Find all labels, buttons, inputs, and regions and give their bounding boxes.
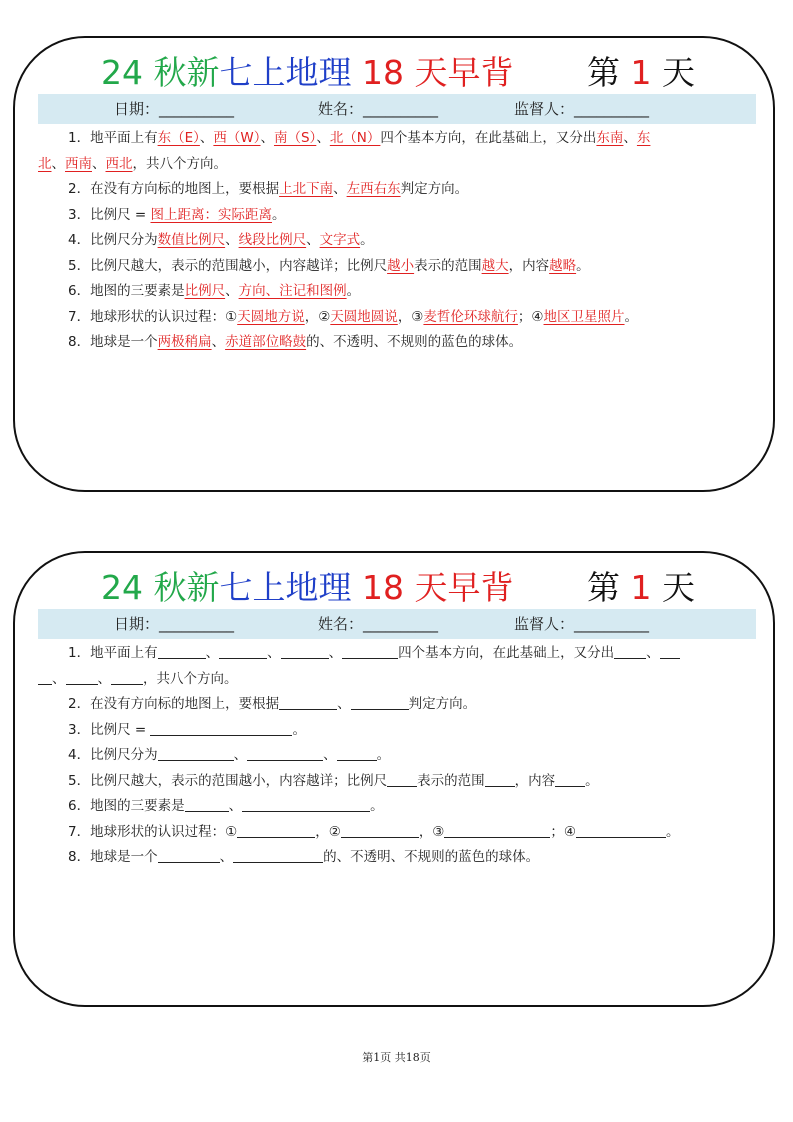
day-counter: 第 1 天	[587, 568, 695, 607]
info-bar	[38, 94, 756, 124]
blank[interactable]	[485, 771, 515, 787]
blank[interactable]	[279, 694, 337, 710]
supervisor-label: 监督人：__________	[514, 100, 650, 118]
blank[interactable]	[660, 643, 680, 659]
question-2: 2．在没有方向标的地图上，要根据上北下南、左西右东判定方向。	[68, 181, 469, 197]
name-label: 姓名：__________	[318, 100, 439, 118]
question-3: 3．比例尺 = 。	[68, 721, 306, 738]
question-8: 8．地球是一个两极稍扁、赤道部位略鼓的、不透明、不规则的蓝色的球体。	[68, 334, 523, 350]
question-8: 8．地球是一个 、 的、不透明、不规则的蓝色的球体。	[68, 849, 540, 865]
question-7: 7．地球形状的认识过程：① ，② ，③ ；④ 。	[68, 823, 680, 840]
blank[interactable]	[281, 643, 329, 659]
blank[interactable]	[185, 796, 229, 812]
blank[interactable]	[150, 720, 292, 736]
blank[interactable]	[66, 669, 98, 685]
info-bar	[38, 609, 756, 639]
question-2: 2．在没有方向标的地图上，要根据 、 判定方向。	[68, 696, 477, 712]
supervisor-label: 监督人：__________	[514, 615, 650, 633]
page-footer: 第1页 共18页	[362, 1051, 431, 1064]
blank[interactable]	[576, 822, 666, 838]
blank[interactable]	[111, 669, 143, 685]
blank[interactable]	[233, 847, 323, 863]
blank[interactable]	[158, 847, 220, 863]
question-1: 1．地平面上有东（E）、西（W）、南（S）、北（N）四个基本方向，在此基础上，又分出东南、东	[68, 130, 651, 146]
blank[interactable]	[158, 643, 206, 659]
blank[interactable]	[444, 822, 550, 838]
blank[interactable]	[158, 745, 234, 761]
date-label: 日期：__________	[114, 100, 235, 118]
question-1: 1．地平面上有 、 、 、 四个基本方向，在此基础上，又分出 、	[38, 641, 763, 667]
blank[interactable]	[219, 643, 267, 659]
name-label: 姓名：__________	[318, 615, 439, 633]
answer-card	[13, 36, 775, 492]
date-label: 日期：__________	[114, 615, 235, 633]
question-3: 3．比例尺 = 图上距离：实际距离。	[68, 206, 286, 223]
question-4: 4．比例尺分为 、 、 。	[68, 747, 391, 763]
day-counter: 第 1 天	[587, 53, 695, 92]
question-list	[38, 641, 763, 871]
blank[interactable]	[341, 822, 419, 838]
question-7: 7．地球形状的认识过程：①天圆地方说，②天圆地圆说，③麦哲伦环球航行；④地区卫星照片。	[68, 308, 639, 325]
blank[interactable]	[614, 643, 646, 659]
question-4: 4．比例尺分为数值比例尺、线段比例尺、文字式。	[68, 232, 374, 248]
question-1-cont: 北、西南、西北，共八个方向。	[38, 155, 227, 172]
question-list	[38, 126, 763, 356]
blank[interactable]	[351, 694, 409, 710]
question-5: 5．比例尺越大，表示的范围越小，内容越详；比例尺越小表示的范围越大，内容越略。	[68, 257, 590, 274]
title-main: 24 秋新七上地理 18 天早背	[101, 53, 514, 92]
title-main: 24 秋新七上地理 18 天早背	[101, 568, 514, 607]
blank[interactable]	[342, 643, 398, 659]
card-title	[15, 563, 773, 613]
card-title	[15, 48, 773, 98]
question-1-cont: 、 、 ，共八个方向。	[38, 667, 763, 693]
question-6: 6．地图的三要素是 、 。	[68, 798, 384, 814]
question-5: 5．比例尺越大，表示的范围越小，内容越详；比例尺 表示的范围 ，内容 。	[68, 772, 599, 789]
blank[interactable]	[247, 745, 323, 761]
blank[interactable]	[38, 669, 52, 685]
question-6: 6．地图的三要素是比例尺、方向、注记和图例。	[68, 283, 361, 299]
blank[interactable]	[387, 771, 417, 787]
blank[interactable]	[337, 745, 377, 761]
blank[interactable]	[555, 771, 585, 787]
blank-card	[13, 551, 775, 1007]
blank[interactable]	[242, 796, 370, 812]
blank[interactable]	[237, 822, 315, 838]
